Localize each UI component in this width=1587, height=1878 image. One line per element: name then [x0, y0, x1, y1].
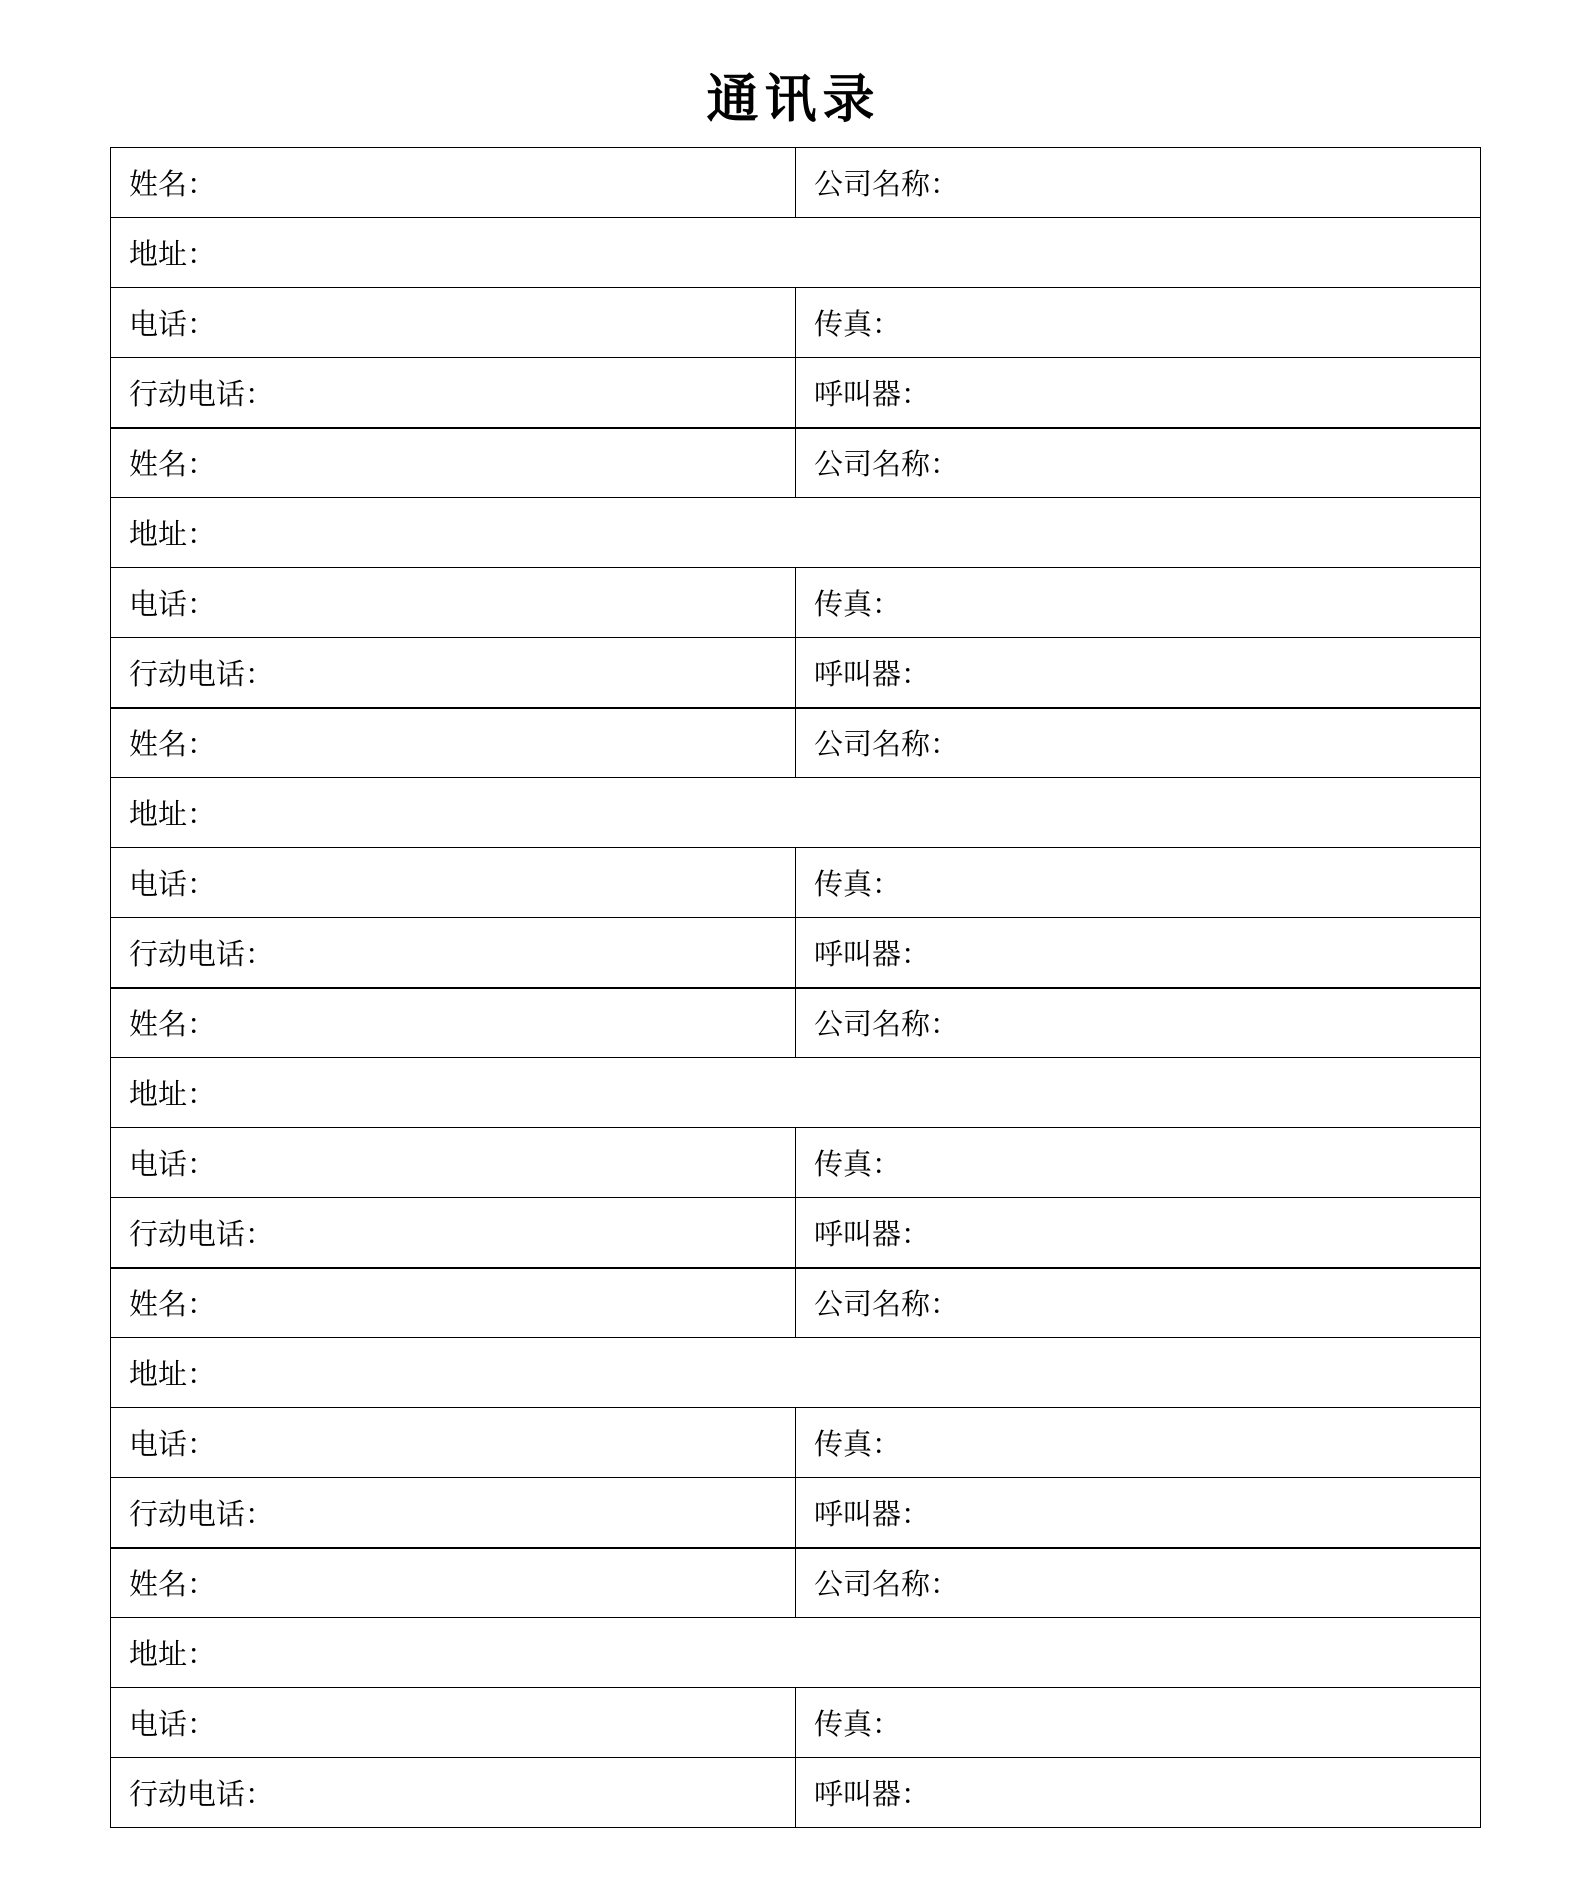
mobile-phone-field[interactable]: [111, 1758, 796, 1828]
name-field-label: 姓名：: [129, 1007, 217, 1042]
entry-row-mobile-pager: [111, 1198, 1481, 1268]
name-field[interactable]: [111, 708, 796, 778]
fax-field-label: 传真：: [814, 867, 902, 901]
entry-row-phone-fax: [111, 568, 1481, 638]
entry-row-name-company: [111, 988, 1481, 1058]
entry-row-phone-fax: [111, 1408, 1481, 1478]
company-name-field[interactable]: [796, 708, 1481, 778]
address-field-label: 地址：: [129, 517, 217, 551]
pager-field[interactable]: [796, 1758, 1481, 1828]
entry-row-address: [111, 1618, 1481, 1688]
address-field[interactable]: [111, 1058, 1481, 1128]
entry-row-phone-fax: [111, 288, 1481, 358]
name-field[interactable]: [111, 988, 796, 1058]
name-field-label: 姓名：: [129, 1287, 217, 1322]
pager-field[interactable]: [796, 1198, 1481, 1268]
company-name-field-label: 公司名称：: [814, 447, 960, 482]
pager-field-label: 呼叫器：: [814, 656, 931, 691]
entry-row-address: [111, 218, 1481, 288]
name-field-label: 姓名：: [129, 727, 217, 762]
page-title: 通讯录: [706, 69, 881, 130]
entry-row-name-company: [111, 708, 1481, 778]
phone-field[interactable]: [111, 848, 796, 918]
address-field-label: 地址：: [129, 797, 217, 831]
phone-field[interactable]: [111, 1128, 796, 1198]
company-name-field-label: 公司名称：: [814, 727, 960, 762]
entry-row-mobile-pager: [111, 358, 1481, 428]
address-field[interactable]: [111, 218, 1481, 288]
address-field[interactable]: [111, 1618, 1481, 1688]
mobile-phone-field-label: 行动电话：: [129, 376, 275, 411]
phone-field[interactable]: [111, 1408, 796, 1478]
address-field[interactable]: [111, 778, 1481, 848]
fax-field[interactable]: [796, 1688, 1481, 1758]
fax-field-label: 传真：: [814, 1707, 902, 1741]
fax-field-label: 传真：: [814, 1427, 902, 1461]
entry-row-phone-fax: [111, 848, 1481, 918]
mobile-phone-field[interactable]: [111, 638, 796, 708]
phone-field-label: 电话：: [129, 867, 217, 901]
phone-field-label: 电话：: [129, 587, 217, 621]
company-name-field-label: 公司名称：: [814, 167, 960, 201]
address-field-label: 地址：: [129, 1077, 217, 1111]
company-name-field[interactable]: [796, 1268, 1481, 1338]
name-field[interactable]: [111, 1548, 796, 1618]
phone-field-label: 电话：: [129, 1147, 217, 1181]
address-field-label: 地址：: [129, 1637, 217, 1671]
fax-field-label: 传真：: [814, 587, 902, 621]
entry-row-name-company: [111, 1548, 1481, 1618]
mobile-phone-field[interactable]: [111, 918, 796, 988]
fax-field[interactable]: [796, 288, 1481, 358]
mobile-phone-field-label: 行动电话：: [129, 1496, 275, 1531]
entry-row-mobile-pager: [111, 638, 1481, 708]
fax-field[interactable]: [796, 568, 1481, 638]
mobile-phone-field[interactable]: [111, 1198, 796, 1268]
address-field[interactable]: [111, 498, 1481, 568]
company-name-field-label: 公司名称：: [814, 1567, 960, 1602]
name-field-label: 姓名：: [129, 447, 217, 482]
pager-field-label: 呼叫器：: [814, 376, 931, 411]
mobile-phone-field[interactable]: [111, 358, 796, 428]
company-name-field-label: 公司名称：: [814, 1287, 960, 1322]
phone-field[interactable]: [111, 288, 796, 358]
address-field-label: 地址：: [129, 1357, 217, 1391]
pager-field[interactable]: [796, 918, 1481, 988]
name-field[interactable]: [111, 428, 796, 498]
company-name-field[interactable]: [796, 148, 1481, 218]
phone-field[interactable]: [111, 568, 796, 638]
mobile-phone-field-label: 行动电话：: [129, 1216, 275, 1251]
fax-field[interactable]: [796, 1408, 1481, 1478]
fax-field[interactable]: [796, 1128, 1481, 1198]
entry-row-name-company: [111, 148, 1481, 218]
fax-field-label: 传真：: [814, 1147, 902, 1181]
phone-field-label: 电话：: [129, 1707, 217, 1741]
pager-field-label: 呼叫器：: [814, 1777, 931, 1811]
name-field-label: 姓名：: [129, 1567, 217, 1602]
phone-field[interactable]: [111, 1688, 796, 1758]
mobile-phone-field[interactable]: [111, 1478, 796, 1548]
pager-field[interactable]: [796, 1478, 1481, 1548]
entry-row-address: [111, 1058, 1481, 1128]
contacts-table-body: [111, 148, 1481, 1828]
company-name-field[interactable]: [796, 988, 1481, 1058]
fax-field[interactable]: [796, 848, 1481, 918]
mobile-phone-field-label: 行动电话：: [129, 656, 275, 691]
entry-row-mobile-pager: [111, 918, 1481, 988]
name-field[interactable]: [111, 148, 796, 218]
pager-field[interactable]: [796, 638, 1481, 708]
fax-field-label: 传真：: [814, 307, 902, 341]
pager-field-label: 呼叫器：: [814, 936, 931, 971]
mobile-phone-field-label: 行动电话：: [129, 936, 275, 971]
address-field[interactable]: [111, 1338, 1481, 1408]
company-name-field[interactable]: [796, 428, 1481, 498]
address-field-label: 地址：: [129, 237, 217, 271]
entry-row-mobile-pager: [111, 1758, 1481, 1828]
entry-row-address: [111, 498, 1481, 568]
entry-row-address: [111, 1338, 1481, 1408]
entry-row-name-company: [111, 428, 1481, 498]
mobile-phone-field-label: 行动电话：: [129, 1777, 275, 1811]
pager-field[interactable]: [796, 358, 1481, 428]
pager-field-label: 呼叫器：: [814, 1496, 931, 1531]
company-name-field[interactable]: [796, 1548, 1481, 1618]
name-field-label: 姓名：: [129, 167, 217, 201]
entry-row-mobile-pager: [111, 1478, 1481, 1548]
contacts-table: [110, 147, 1481, 1828]
pager-field-label: 呼叫器：: [814, 1216, 931, 1251]
name-field[interactable]: [111, 1268, 796, 1338]
company-name-field-label: 公司名称：: [814, 1007, 960, 1042]
entry-row-phone-fax: [111, 1688, 1481, 1758]
entry-row-address: [111, 778, 1481, 848]
entry-row-name-company: [111, 1268, 1481, 1338]
phone-field-label: 电话：: [129, 1427, 217, 1461]
entry-row-phone-fax: [111, 1128, 1481, 1198]
phone-field-label: 电话：: [129, 307, 217, 341]
